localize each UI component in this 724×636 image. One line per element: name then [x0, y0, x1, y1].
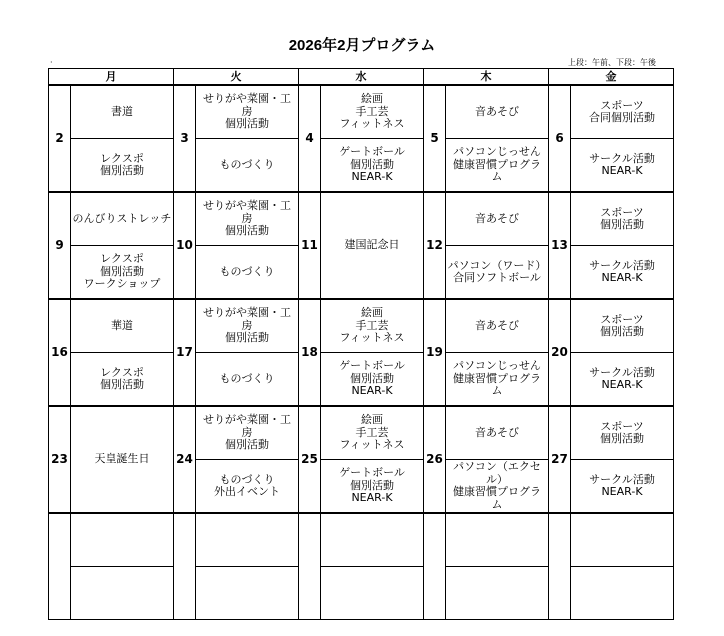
week-row-am	[49, 513, 674, 567]
activity-am	[71, 513, 174, 567]
activity-am: 書道	[71, 85, 174, 139]
activity-pm: ものづくり 外出イベント	[196, 460, 299, 514]
weekday-header-row	[49, 69, 674, 86]
margin-mark: ·	[50, 58, 53, 67]
activity-am: 絵画 手工芸 フィットネス	[321, 85, 424, 139]
week-row-pm	[49, 353, 674, 407]
activity-am: 絵画 手工芸 フィットネス	[321, 299, 424, 353]
activity-pm: パソコンじっせん 健康習慣プログラ ム	[446, 353, 549, 407]
day-number: 5	[424, 85, 446, 192]
activity-pm: レクスポ 個別活動 ワークショップ	[71, 246, 174, 300]
day-number: 9	[49, 192, 71, 299]
day-number: 17	[174, 299, 196, 406]
activity-am: のんびりストレッチ	[71, 192, 174, 246]
activity-am: せりがや菜園・工 房 個別活動	[196, 406, 299, 460]
day-number: 2	[49, 85, 71, 192]
week-row-am	[49, 192, 674, 246]
holiday-cell: 天皇誕生日	[71, 406, 174, 513]
day-number: 3	[174, 85, 196, 192]
day-number: 13	[549, 192, 571, 299]
activity-pm	[71, 567, 174, 620]
activity-am: せりがや菜園・工 房 個別活動	[196, 299, 299, 353]
day-number: 4	[299, 85, 321, 192]
weekday-header-mon: 月	[49, 69, 174, 86]
weekday-header-thu: 木	[424, 69, 549, 86]
activity-pm: サークル活動 NEAR-K	[571, 139, 674, 193]
activity-pm: サークル活動 NEAR-K	[571, 353, 674, 407]
day-number: 27	[549, 406, 571, 513]
week-row-am	[49, 85, 674, 139]
activity-am: 絵画 手工芸 フィットネス	[321, 406, 424, 460]
week-row-pm	[49, 567, 674, 620]
day-number: 19	[424, 299, 446, 406]
activity-pm: レクスポ 個別活動	[71, 353, 174, 407]
activity-pm: ゲートボール 個別活動 NEAR-K	[321, 460, 424, 514]
activity-pm: ものづくり	[196, 246, 299, 300]
am-pm-note: 上段：午前、下段：午後	[568, 58, 656, 67]
activity-pm: ゲートボール 個別活動 NEAR-K	[321, 353, 424, 407]
day-number	[549, 513, 571, 620]
activity-am: 音あそび	[446, 85, 549, 139]
day-number	[424, 513, 446, 620]
day-number: 23	[49, 406, 71, 513]
page-title: 2026年2月プログラム	[288, 37, 436, 54]
activity-am: 音あそび	[446, 192, 549, 246]
week-row-pm	[49, 139, 674, 193]
activity-am	[446, 513, 549, 567]
activity-pm: パソコン（ワード） 合同ソフトボール	[446, 246, 549, 300]
activity-am	[321, 513, 424, 567]
day-number: 6	[549, 85, 571, 192]
day-number: 26	[424, 406, 446, 513]
activity-pm	[321, 567, 424, 620]
day-number	[174, 513, 196, 620]
activity-am: 華道	[71, 299, 174, 353]
day-number: 12	[424, 192, 446, 299]
schedule-table	[48, 68, 674, 620]
activity-pm: サークル活動 NEAR-K	[571, 460, 674, 514]
day-number: 18	[299, 299, 321, 406]
day-number: 25	[299, 406, 321, 513]
activity-pm	[196, 567, 299, 620]
week-row-am	[49, 406, 674, 460]
day-number	[299, 513, 321, 620]
day-number: 24	[174, 406, 196, 513]
schedule-body	[49, 85, 674, 620]
activity-am: スポーツ 合同個別活動	[571, 85, 674, 139]
weekday-header-tue: 火	[174, 69, 299, 86]
activity-am: スポーツ 個別活動	[571, 406, 674, 460]
activity-pm: ゲートボール 個別活動 NEAR-K	[321, 139, 424, 193]
day-number: 11	[299, 192, 321, 299]
activity-pm: ものづくり	[196, 139, 299, 193]
activity-am	[571, 513, 674, 567]
activity-pm: レクスポ 個別活動	[71, 139, 174, 193]
day-number: 20	[549, 299, 571, 406]
activity-am	[196, 513, 299, 567]
day-number: 16	[49, 299, 71, 406]
activity-am: スポーツ 個別活動	[571, 192, 674, 246]
holiday-cell: 建国記念日	[321, 192, 424, 299]
week-row-am	[49, 299, 674, 353]
activity-am: せりがや菜園・工 房 個別活動	[196, 192, 299, 246]
day-number	[49, 513, 71, 620]
activity-pm: パソコン（エクセ ル） 健康習慣プログラ ム	[446, 460, 549, 514]
activity-pm: パソコンじっせん 健康習慣プログラ ム	[446, 139, 549, 193]
activity-am: 音あそび	[446, 299, 549, 353]
activity-am: せりがや菜園・工 房 個別活動	[196, 85, 299, 139]
activity-am: 音あそび	[446, 406, 549, 460]
activity-am: スポーツ 個別活動	[571, 299, 674, 353]
weekday-header-wed: 水	[299, 69, 424, 86]
activity-pm	[571, 567, 674, 620]
activity-pm: サークル活動 NEAR-K	[571, 246, 674, 300]
activity-pm: ものづくり	[196, 353, 299, 407]
day-number: 10	[174, 192, 196, 299]
activity-pm	[446, 567, 549, 620]
weekday-header-fri: 金	[549, 69, 674, 86]
